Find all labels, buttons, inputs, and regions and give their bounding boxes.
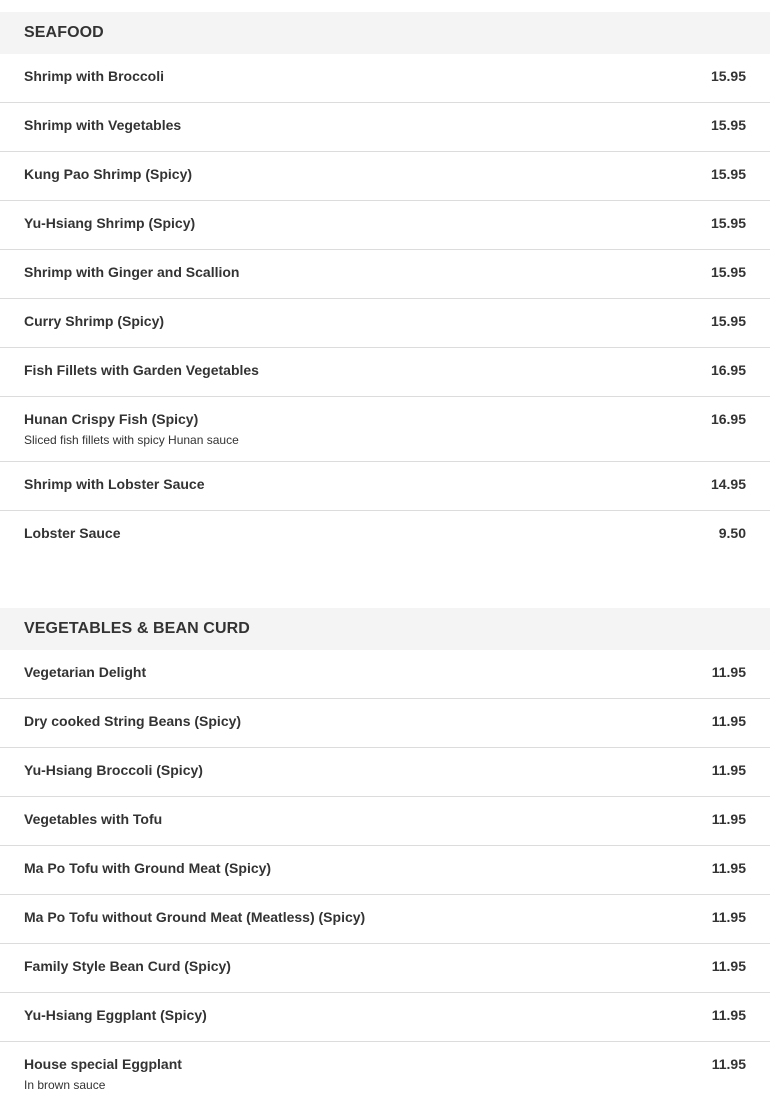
menu-item[interactable] [0,54,770,103]
item-price: 16.95 [710,362,746,378]
item-price: 11.95 [711,762,746,778]
item-name: Shrimp with Ginger and Scallion [24,264,240,280]
menu-item[interactable] [0,348,770,397]
menu-item[interactable] [0,299,770,348]
item-price: 11.95 [711,1007,746,1023]
menu-item[interactable] [0,103,770,152]
item-price: 11.95 [711,811,746,827]
menu-item[interactable] [0,201,770,250]
item-price: 11.95 [711,1056,746,1072]
item-name: Ma Po Tofu without Ground Meat (Meatless) (Spicy) [24,909,366,925]
item-price: 15.95 [710,117,746,133]
menu-item[interactable] [0,846,770,895]
item-price: 11.95 [711,713,746,729]
item-name: Yu-Hsiang Eggplant (Spicy) [24,1007,207,1023]
item-price: 11.95 [711,909,746,925]
menu-item[interactable] [0,993,770,1042]
item-price: 15.95 [710,166,746,182]
item-name: Family Style Bean Curd (Spicy) [24,958,231,974]
item-name: Curry Shrimp (Spicy) [24,313,165,329]
item-price: 11.95 [711,664,746,680]
item-name: Lobster Sauce [24,525,121,541]
menu [0,12,770,1107]
menu-item[interactable] [0,748,770,797]
item-name: Shrimp with Broccoli [24,68,165,84]
item-price: 14.95 [710,476,746,492]
menu-item[interactable] [0,397,770,462]
section-seafood [0,12,770,560]
section-vegetables-bean-curd [0,608,770,1107]
item-name: Yu-Hsiang Shrimp (Spicy) [24,215,196,231]
item-name: Vegetarian Delight [24,664,147,680]
section-spacer [0,560,770,608]
menu-item[interactable] [0,250,770,299]
item-price: 15.95 [710,215,746,231]
menu-item[interactable] [0,511,770,560]
menu-item[interactable] [0,152,770,201]
item-price: 9.50 [718,525,746,541]
menu-item[interactable] [0,650,770,699]
menu-item[interactable] [0,1042,770,1107]
item-name: Dry cooked String Beans (Spicy) [24,713,242,729]
item-price: 15.95 [710,264,746,280]
item-price: 16.95 [710,411,746,427]
item-name: Fish Fillets with Garden Vegetables [24,362,259,378]
menu-item[interactable] [0,462,770,511]
item-name: Shrimp with Lobster Sauce [24,476,205,492]
item-name: Hunan Crispy Fish (Spicy) [24,411,199,427]
section-title: SEAFOOD [0,12,770,54]
item-price: 15.95 [710,313,746,329]
item-name: Kung Pao Shrimp (Spicy) [24,166,193,182]
item-description: In brown sauce [24,1078,106,1092]
item-name: Yu-Hsiang Broccoli (Spicy) [24,762,203,778]
item-price: 11.95 [711,958,746,974]
section-title: VEGETABLES & BEAN CURD [0,608,770,650]
item-price: 11.95 [711,860,746,876]
item-name: Shrimp with Vegetables [24,117,182,133]
menu-item[interactable] [0,895,770,944]
menu-item[interactable] [0,699,770,748]
menu-item[interactable] [0,797,770,846]
menu-item[interactable] [0,944,770,993]
item-name: House special Eggplant [24,1056,182,1072]
item-price: 15.95 [710,68,746,84]
item-name: Vegetables with Tofu [24,811,163,827]
item-description: Sliced fish fillets with spicy Hunan sauce [24,433,239,447]
item-name: Ma Po Tofu with Ground Meat (Spicy) [24,860,272,876]
